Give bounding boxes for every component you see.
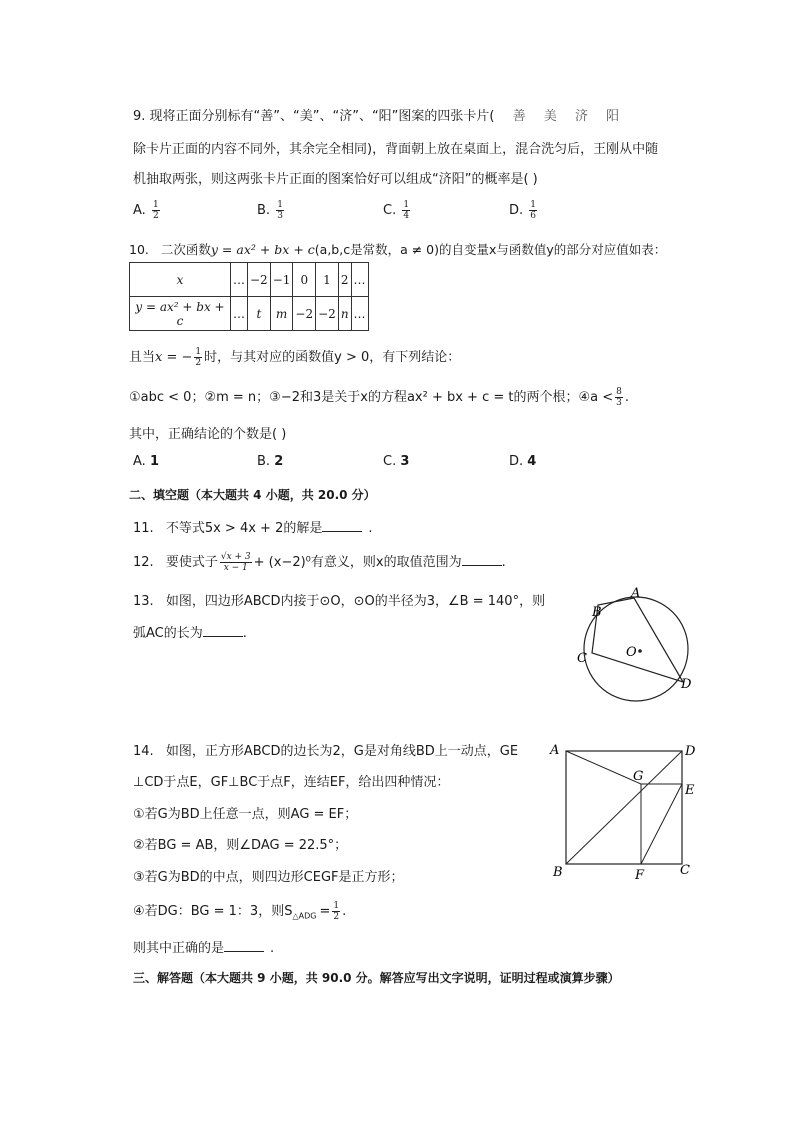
- q11: 11. 不等式5x > 4x + 2的解是 .: [133, 521, 373, 536]
- q13-circle-figure: [565, 585, 705, 705]
- label-b: B: [592, 605, 602, 620]
- answer-blank: [462, 553, 502, 566]
- label-e: E: [685, 783, 695, 798]
- q14-line2: ⊥CD于点E，GF⊥BC于点F，连结EF，给出四种情况：: [133, 775, 450, 790]
- q14-answer: 则其中正确的是 .: [133, 941, 275, 956]
- card-shan: 善: [512, 109, 526, 124]
- diagonal-bd: [566, 751, 682, 864]
- q9-option-c: C. $\frac{1}{4}$: [383, 200, 410, 221]
- q10-line1: 10. 二次函数y = ax² + bx + c(a,b,c是常数，a ≠ 0)的自变量x与函数值y的部分对应值如表：: [129, 242, 667, 257]
- q14-case-4: ④若DG：BG = 1：3，则$S_{\triangle ADG}$ = $\frac{1}{2}$ .: [133, 901, 347, 922]
- label-a: A: [550, 743, 560, 758]
- label-g: G: [633, 769, 644, 784]
- label-a: A: [631, 586, 641, 601]
- answer-blank: [224, 939, 264, 952]
- q10-option-d: D. 4: [509, 454, 537, 469]
- q13-line1: 13. 如图，四边形ABCD内接于⊙O，⊙O的半径为3，∠B = 140°，则: [133, 594, 546, 609]
- label-c: C: [680, 863, 690, 878]
- table-row: y = ax² + bx + c … t m −2 −2 n …: [130, 297, 369, 331]
- q14-square-figure: [545, 738, 705, 888]
- answer-blank: [322, 519, 362, 532]
- q14-line1: 14. 如图，正方形ABCD的边长为2，G是对角线BD上一动点，GE: [133, 744, 519, 759]
- q12: 12. 要使式子 $\frac{√x + 3}{x - 1}$ + (x−2)⁰有意义，则x的取值范围为 .: [133, 552, 506, 573]
- q14-case-1: ①若G为BD上任意一点，则AG = EF；: [133, 807, 358, 822]
- q9-line3: 机抽取两张，则这两张卡片正面的图案恰好可以组成“济阳”的概率是( ): [133, 172, 538, 187]
- q10-option-a: A. 1: [133, 454, 159, 469]
- section-2-heading: 二、填空题（本大题共 4 小题，共 20.0 分）: [129, 488, 376, 502]
- label-b: B: [553, 865, 563, 880]
- q10-option-c: C. 3: [383, 454, 410, 469]
- segment-ef: [641, 784, 682, 864]
- q14-case-3: ③若G为BD的中点，则四边形CEGF是正方形；: [133, 870, 404, 885]
- label-d: D: [681, 677, 692, 692]
- q9-option-b: B. $\frac{1}{3}$: [257, 200, 283, 221]
- center-o-dot: [638, 649, 642, 653]
- segment-ad: [634, 598, 683, 682]
- answer-blank: [203, 624, 243, 637]
- q10-question: 其中，正确结论的个数是( ): [129, 427, 287, 442]
- segment-ag: [566, 751, 644, 784]
- q9-option-a: A. $\frac{1}{2}$: [133, 200, 159, 221]
- section-3-heading: 三、解答题（本大题共 9 小题，共 90.0 分。解答应写出文字说明，证明过程或演算步骤）: [133, 971, 620, 985]
- q9-line2: 除卡片正面的内容不同外，其余完全相同)，背面朝上放在桌面上，混合洗匀后，王刚从中随: [133, 142, 659, 157]
- label-c: C: [577, 651, 587, 666]
- card-mei: 美: [543, 109, 557, 124]
- value-table: [129, 262, 369, 331]
- card-yang: 阳: [606, 109, 620, 124]
- q14-case-2: ②若BG = AB，则∠DAG = 22.5°；: [133, 838, 348, 853]
- q9-line1: [133, 105, 619, 124]
- q10-condition: 且当x = − $\frac{1}{2}$ 时，与其对应的函数值y > 0，有下列结论：: [129, 347, 461, 368]
- q13-line2: 弧AC的长为 .: [133, 626, 247, 641]
- q9-option-d: D. $\frac{1}{6}$: [509, 200, 537, 221]
- q10-conclusions: ①abc < 0；②m = n；③−2和3是关于x的方程ax² + bx + c = t的两个根；④a < $\frac{8}{3}$ .: [129, 387, 629, 408]
- label-f: F: [635, 868, 645, 883]
- label-d: D: [685, 744, 696, 759]
- q10-option-b: B. 2: [257, 454, 284, 469]
- card-ji: 济: [574, 109, 588, 124]
- quadrilateral-abcd: [592, 598, 683, 682]
- label-o: O: [626, 645, 637, 660]
- q9-text: 9. 现将正面分别标有“善”、“美”、“济”、“阳”图案的四张卡片(: [133, 109, 495, 124]
- table-row: x … −2 −1 0 1 2 …: [130, 263, 369, 297]
